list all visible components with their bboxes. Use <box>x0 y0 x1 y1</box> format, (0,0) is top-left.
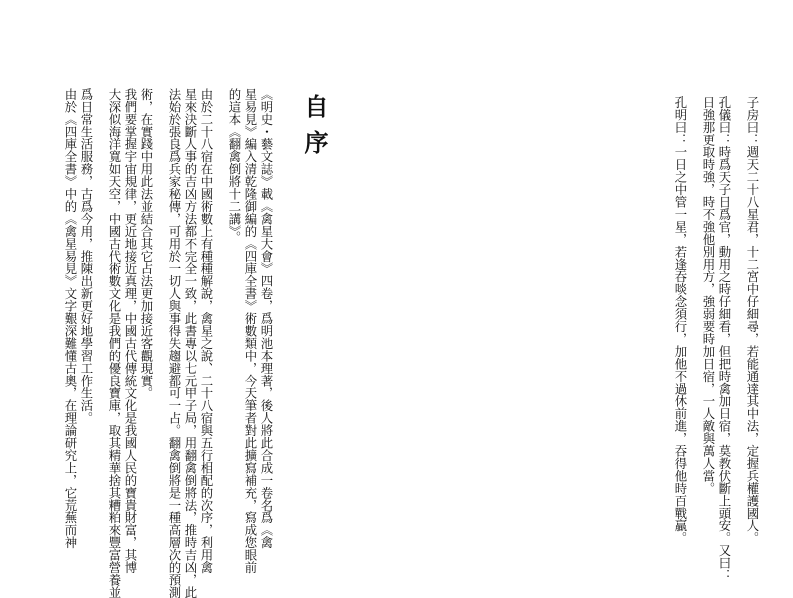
preface-line-10: 爲日常生活服務，古爲今用，推陳出新更好地學習工作生活。 <box>79 88 94 425</box>
preface-line-6: 法始於張良爲兵家秘傳，可用於一切人與事得失趨避都可一占。翻禽倒將是一種高層次的預測 <box>167 88 182 598</box>
preface-line-1: 《明史・藝文誌》載《禽星大會》四卷，爲明池本理著，後人將此合成一卷名爲《禽 <box>259 88 274 549</box>
preface-title: 自序 <box>300 94 329 166</box>
preface-line-4: 由於二十八宿在中國術數上有種種解說，禽星之說、二十八宿與五行相配的次序，利用禽 <box>199 88 214 574</box>
verse-line-3: 日強那更取時強，時不強他別用方，強弱要時加日宿，一人敵與萬人當。 <box>701 96 716 495</box>
preface-line-9: 大深似海洋寬如天空，中國古代術數文化是我們的優良寶庫，取其精華捨其糟粕來豐富營養並 <box>107 88 122 598</box>
verse-line-4: 孔明曰：一日之中管一星，若逢吞啖念須行，加他不過休前進，吞得他時百戰贏。 <box>673 96 688 545</box>
preface-line-8: 我們要掌握宇宙規律，更近地接近真理，中國古代傳統文化是我國人民的寶貴財富，其博 <box>123 88 138 574</box>
preface-line-3: 的這本《翻禽倒將十二講》。 <box>227 88 242 244</box>
preface-line-7: 術，在實踐中用此法並結合其它占法更加接近客觀現實。 <box>139 88 154 400</box>
verse-line-2: 孔儀曰：時爲天子日爲官，動用之時仔細看，但把時禽加日宿，莫教伏斷上頭安。又曰： <box>717 96 732 582</box>
preface-line-11: 由於《四庫全書》中的《禽星易見》文字艱深難懂古奧，在理論研究上，它荒蕪而神 <box>63 88 78 549</box>
preface-line-2: 星易見》編入清乾隆御編的《四庫全書》術數類中，今天筆者對此擴寫補充，寫成您眼前 <box>243 88 258 574</box>
preface-line-5: 星來決斷人事的吉凶方法都不完全一致，此書專以七元甲子局，用翻禽倒將法，推時吉凶，此 <box>183 88 198 598</box>
verse-line-1: 子房曰：週天二十八星君，十二宮中仔細尋，若能通達其中法，定握兵權護國人。 <box>745 96 760 545</box>
